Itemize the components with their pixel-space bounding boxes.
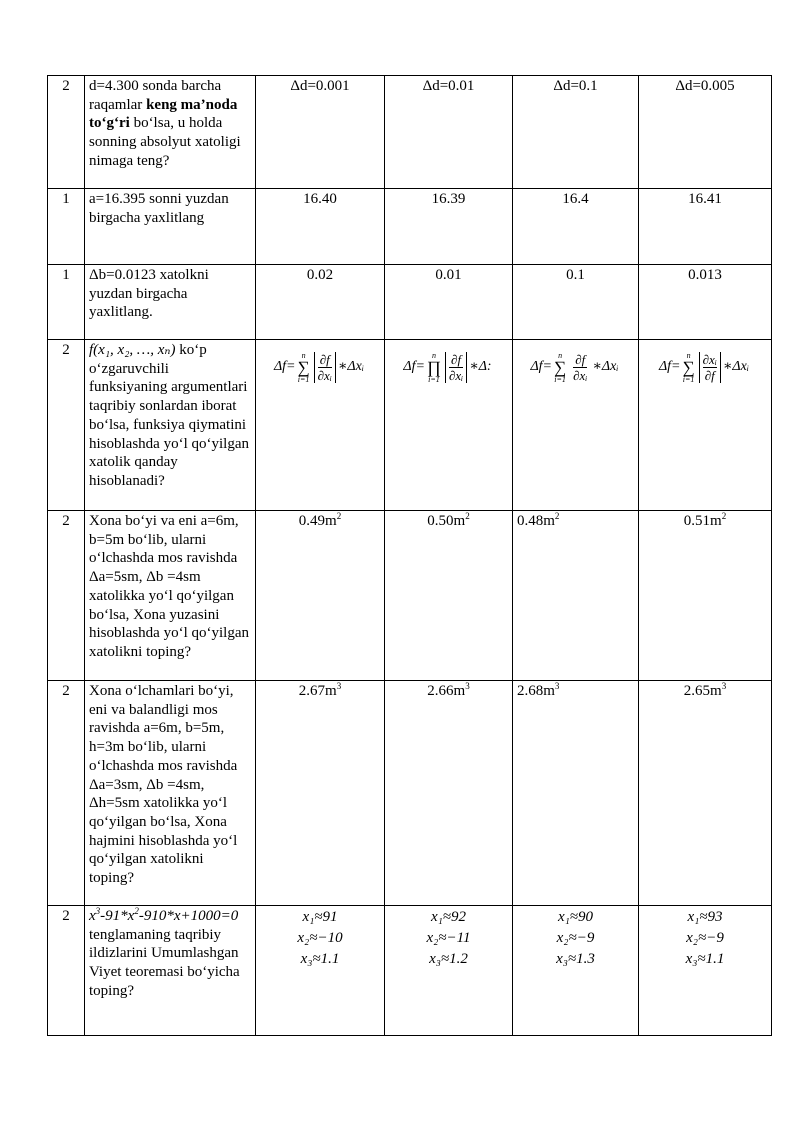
answer-cell-c	[513, 511, 639, 681]
operator-upper: n	[686, 351, 691, 360]
partial-fraction	[314, 352, 336, 383]
table-row	[48, 189, 772, 265]
question-bold-text: keng ma’noda to‘g‘ri	[89, 96, 238, 132]
answer-value: 2.66m	[427, 683, 466, 699]
formula-d	[659, 351, 749, 384]
root-value: x₂≈−9	[686, 930, 724, 946]
question-cell	[85, 340, 256, 511]
operator-lower: i=1	[554, 375, 566, 384]
answer-value: 0.49m	[298, 513, 337, 529]
answer-cell-d	[639, 906, 772, 1036]
operator-upper: n	[431, 351, 436, 360]
equation-power: 3	[95, 906, 101, 916]
score-cell: 1	[48, 189, 85, 265]
answer-cell-a	[256, 340, 385, 511]
answer-cell-b	[385, 906, 513, 1036]
equation-expression	[89, 908, 238, 924]
question-cell: Xona bo‘yi va eni a=6m, b=5m bo‘lib, ularni o‘lchashda mos ravishda Δa=5sm, Δb =4sm xatolikka yo‘l qo‘yilgan bo‘lsa, Xona yuzasini hisoblashda yo‘l qo‘yilgan xatolikni toping?	[85, 511, 256, 681]
fraction-numerator: ∂f	[451, 352, 462, 367]
root-value: x₃≈1.1	[685, 951, 725, 967]
score-cell: 2	[48, 906, 85, 1036]
answer-cell-b: 16.39	[385, 189, 513, 265]
answer-value: 2.68m	[517, 683, 555, 699]
table-row	[48, 265, 772, 340]
operator-upper: n	[558, 351, 563, 360]
answer-cell-d: 0.013	[639, 265, 772, 340]
answer-cell-c	[513, 340, 639, 511]
formula-tail: ∗Δxᵢ	[722, 359, 750, 375]
answer-cell-d	[639, 340, 772, 511]
unit-exponent: 3	[336, 681, 342, 691]
operator-symbol: ∑	[554, 358, 567, 377]
question-text: bo‘lsa, u holda sonning absolyut xatoligi nimaga teng?	[89, 115, 241, 169]
answer-cell-d: 16.41	[639, 189, 772, 265]
score-cell: 2	[48, 681, 85, 906]
root-value: x₃≈1.1	[300, 951, 340, 967]
test-questions-table	[47, 75, 772, 1036]
partial-fraction	[570, 352, 590, 383]
fraction-numerator: ∂f	[575, 352, 586, 367]
answer-value: 0.48m	[517, 513, 555, 529]
table-row	[48, 906, 772, 1036]
unit-exponent: 3	[554, 681, 560, 691]
unit-exponent: 3	[721, 681, 727, 691]
answer-value: 2.67m	[298, 683, 337, 699]
answer-value: 0.50m	[427, 513, 466, 529]
question-text: ko‘p o‘zgaruvchili funksiyaning argumentlari taqribiy sonlardan iborat bo‘lsa, funksiya qiymatini hisoblashda yo‘l qo‘yilgan xatolik qanday hisoblanadi?	[89, 342, 249, 489]
answer-cell-c: Δd=0.1	[513, 76, 639, 189]
question-text: tenglamaning taqribiy ildizlarini Umumlashgan Viyet teoremasi bo‘yicha toping?	[89, 926, 240, 999]
formula-a	[274, 351, 364, 384]
question-cell: Xona o‘lchamlari bo‘yi, eni va balandligi mos ravishda a=6m, b=5m, h=3m bo‘lib, ularni o‘lchashda mos ravishda Δa=3sm, Δb =4sm, Δh=5sm xatolikka yo‘l qo‘yilgan bo‘lsa, Xona hajmini hisoblashda yo‘l qo‘yilgan xatolikni toping?	[85, 681, 256, 906]
answer-cell-a	[256, 681, 385, 906]
formula-b	[403, 351, 491, 384]
answer-value: 0.51m	[683, 513, 722, 529]
equation-term: -91*x	[100, 908, 135, 924]
answer-cell-a	[256, 906, 385, 1036]
fraction-denominator: ∂xᵢ	[317, 368, 332, 383]
table-row	[48, 340, 772, 511]
fraction-numerator: ∂xᵢ	[702, 352, 717, 367]
formula-tail: ∗Δxᵢ	[337, 359, 365, 375]
answer-cell-c: 16.4	[513, 189, 639, 265]
formula-tail: ∗Δxᵢ	[592, 359, 619, 375]
root-value: x₁≈91	[302, 909, 338, 925]
fraction-denominator: ∂xᵢ	[573, 368, 588, 383]
score-cell: 1	[48, 265, 85, 340]
formula-lhs: Δf=	[273, 359, 296, 375]
answer-cell-a: 16.40	[256, 189, 385, 265]
table-row	[48, 681, 772, 906]
sum-operator	[298, 351, 310, 384]
question-cell	[85, 76, 256, 189]
root-value: x₂≈−11	[426, 930, 471, 946]
operator-symbol: ∏	[426, 358, 441, 377]
equation-term: x	[89, 908, 96, 924]
root-value: x₃≈1.2	[429, 951, 468, 967]
root-value: x₁≈90	[557, 909, 594, 925]
unit-exponent: 3	[465, 681, 470, 691]
fraction-denominator: ∂xᵢ	[448, 368, 464, 383]
root-value: x₂≈−10	[297, 930, 343, 946]
formula-lhs: Δf=	[403, 359, 425, 375]
product-operator	[427, 351, 441, 384]
answer-cell-d: Δd=0.005	[639, 76, 772, 189]
table-row	[48, 511, 772, 681]
score-cell: 2	[48, 511, 85, 681]
score-cell: 2	[48, 340, 85, 511]
answer-cell-c	[513, 906, 639, 1036]
answer-cell-a: Δd=0.001	[256, 76, 385, 189]
formula-tail: ∗Δ:	[469, 359, 492, 375]
sum-operator	[683, 351, 695, 384]
partial-fraction	[699, 352, 721, 383]
root-value: x₁≈92	[430, 909, 467, 925]
answer-cell-b: 0.01	[385, 265, 513, 340]
unit-exponent: 2	[336, 511, 342, 521]
answer-cell-d	[639, 511, 772, 681]
operator-lower: i=1	[682, 375, 695, 384]
operator-symbol: ∑	[682, 358, 695, 377]
formula-c	[530, 351, 618, 384]
answer-cell-a	[256, 511, 385, 681]
answer-cell-d	[639, 681, 772, 906]
unit-exponent: 2	[721, 511, 727, 521]
equation-term: -910*x+1000=0	[138, 908, 239, 924]
formula-lhs: Δf=	[658, 359, 681, 375]
operator-lower: i=1	[428, 375, 440, 384]
sum-operator	[554, 351, 566, 384]
unit-exponent: 2	[554, 511, 560, 521]
question-text: d=4.300 sonda barcha raqamlar	[89, 78, 222, 113]
question-cell: Δb=0.0123 xatolkni yuzdan birgacha yaxlitlang.	[85, 265, 256, 340]
equation-power: 2	[134, 906, 139, 916]
answer-cell-b: Δd=0.01	[385, 76, 513, 189]
root-value: x₂≈−9	[556, 930, 595, 946]
fraction-numerator: ∂f	[319, 352, 330, 367]
operator-lower: i=1	[297, 375, 310, 384]
answer-cell-c: 0.1	[513, 265, 639, 340]
answer-cell-b	[385, 340, 513, 511]
operator-symbol: ∑	[297, 358, 310, 377]
answer-cell-a: 0.02	[256, 265, 385, 340]
table-row	[48, 76, 772, 189]
answer-value: 2.65m	[683, 683, 722, 699]
function-expression: f(x₁, x₂, …, xₙ)	[89, 342, 176, 358]
score-cell: 2	[48, 76, 85, 189]
formula-lhs: Δf=	[530, 359, 552, 375]
answer-cell-c	[513, 681, 639, 906]
operator-upper: n	[301, 351, 306, 360]
question-cell: a=16.395 sonni yuzdan birgacha yaxlitlang	[85, 189, 256, 265]
unit-exponent: 2	[465, 511, 470, 521]
root-value: x₁≈93	[687, 909, 723, 925]
fraction-denominator: ∂f	[704, 368, 715, 383]
answer-cell-b	[385, 511, 513, 681]
root-value: x₃≈1.3	[556, 951, 595, 967]
question-cell	[85, 906, 256, 1036]
answer-cell-b	[385, 681, 513, 906]
partial-fraction	[445, 352, 467, 383]
